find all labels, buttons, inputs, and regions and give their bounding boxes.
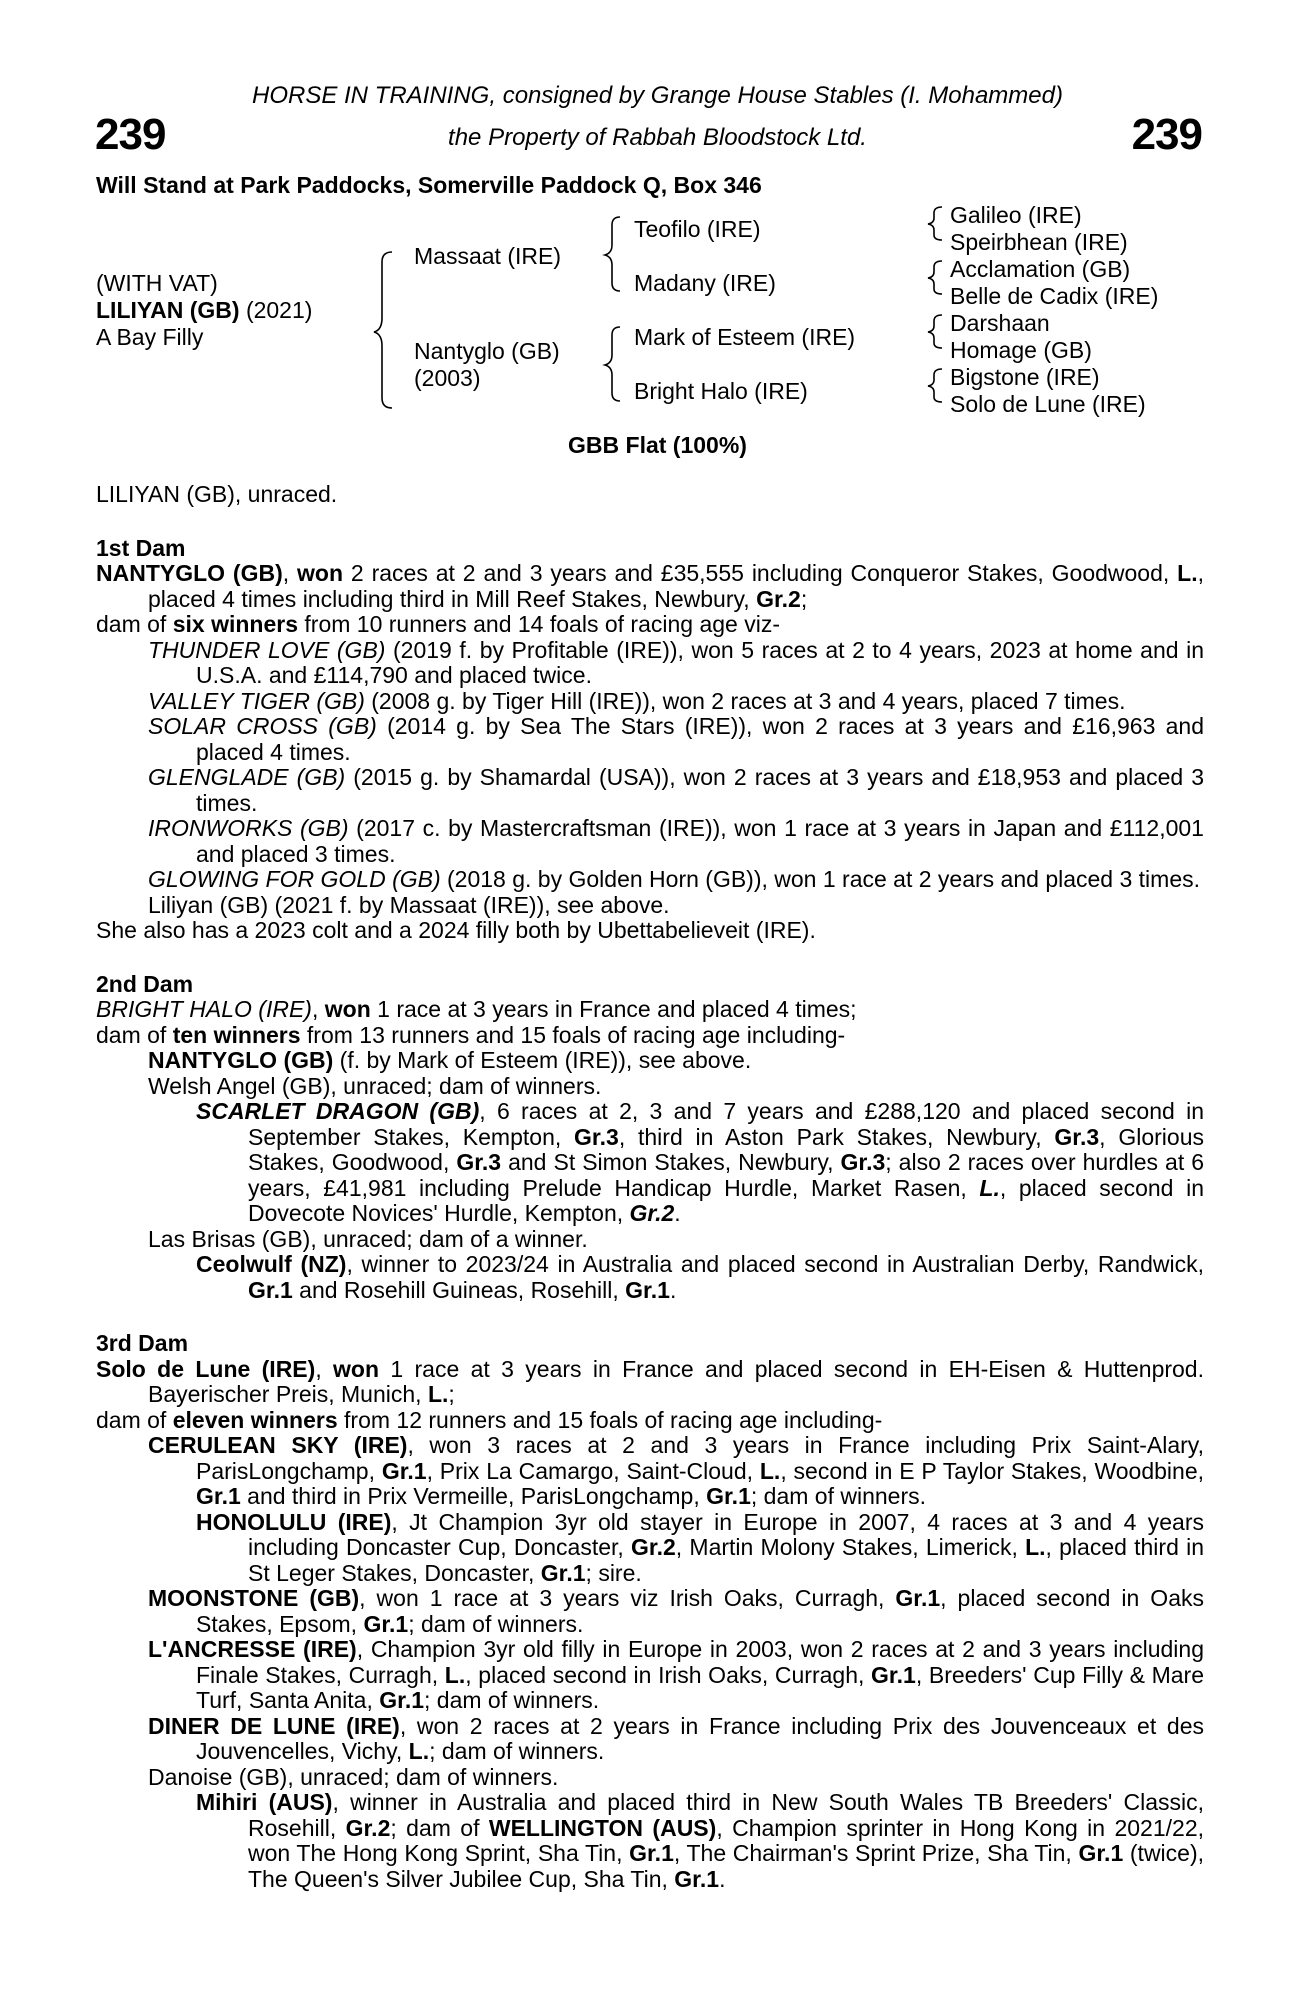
scarlet-dragon-entry: SCARLET DRAGON (GB), 6 races at 2, 3 and 7 years and £288,120 and placed second in September Stakes, Kempton, Gr.3, third in Aston Park Stakes, Newbury, Gr.3, Glorious Stakes, Goodwood, Gr.3 and St Simon Stakes, Newbury, Gr.3; also 2 races over hurdles at 6 years, £41,981 including Prelude Handicap Hurdle, Market Rasen, L., placed second in Dovecote Novices' Hurdle, Kempton, Gr.2.: [196, 1098, 1205, 1226]
owner-line: the Property of Rabbah Bloodstock Ltd.: [448, 124, 867, 151]
dam-sire: Mark of Esteem (IRE): [634, 324, 856, 350]
dam-dam: Bright Halo (IRE): [634, 378, 808, 404]
sire-sire: Teofilo (IRE): [634, 216, 761, 242]
gg-8: Solo de Lune (IRE): [950, 391, 1146, 417]
stand-location: Will Stand at Park Paddocks, Somerville Paddock Q, Box 346: [96, 172, 762, 198]
consignor-line: HORSE IN TRAINING, consigned by Grange House Stables (I. Mohammed): [252, 82, 1063, 109]
foal-entry: SOLAR CROSS (GB) (2014 g. by Sea The Stars (IRE)), won 2 races at 3 years and £16,963 and placed 4 times.: [148, 713, 1204, 765]
vat-label: (WITH VAT): [96, 270, 218, 296]
brace-g4: [928, 369, 942, 402]
third-dam-produce-summary: dam of eleven winners from 12 runners and 15 foals of racing age including-: [96, 1406, 883, 1433]
sire-dam: Madany (IRE): [634, 270, 776, 296]
gg-3: Acclamation (GB): [950, 256, 1131, 282]
foal-entry: THUNDER LOVE (GB) (2019 f. by Profitable (IRE)), won 5 races at 2 to 4 years, 2023 at home and in U.S.A. and £114,790 and placed twice.: [148, 636, 1204, 688]
horse-name: LILIYAN (GB): [96, 297, 240, 323]
gg-1: Galileo (IRE): [950, 202, 1082, 228]
lot-number-right: 239: [1131, 110, 1202, 159]
gg-4: Belle de Cadix (IRE): [950, 283, 1159, 309]
horse-year: (2021): [245, 297, 313, 323]
second-dam-produce-summary: dam of ten winners from 13 runners and 15 foals of racing age including-: [96, 1021, 846, 1048]
gg-7: Bigstone (IRE): [950, 364, 1100, 390]
cerulean-sky-entry: CERULEAN SKY (IRE), won 3 races at 2 and 3 years in France including Prix Saint-Alary, ParisLongchamp, Gr.1, Prix La Camargo, Saint-Cloud, L., second in E P Taylor Stakes, Woodbine, Gr.1 and third in Prix Vermeille, ParisLongchamp, Gr.1; dam of winners.: [148, 1432, 1204, 1509]
lot-number-left: 239: [95, 110, 166, 159]
gg-6: Homage (GB): [950, 337, 1092, 363]
foal-entry: VALLEY TIGER (GB) (2008 g. by Tiger Hill (IRE)), won 2 races at 3 and 4 years, placed 7 times.: [148, 687, 1126, 714]
diner-de-lune-entry: DINER DE LUNE (IRE), won 2 races at 2 years in France including Prix des Jouvenceaux et des Jouvencelles, Vichy, L.; dam of winners.: [148, 1712, 1204, 1764]
first-dam-produce-summary: dam of six winners from 10 runners and 14 foals of racing age viz-: [96, 611, 780, 637]
dam-year: (2003): [414, 365, 481, 391]
gg-2: Speirbhean (IRE): [950, 229, 1128, 255]
brace-main: [374, 252, 392, 408]
liliyan-line: Liliyan (GB) (2021 f. by Massaat (IRE)), see above.: [148, 891, 670, 918]
first-dam-heading: 1st Dam: [96, 534, 186, 561]
brace-g2: [928, 261, 942, 294]
sire: Massaat (IRE): [414, 243, 561, 269]
brace-g1: [928, 207, 942, 240]
foal-entry: IRONWORKS (GB) (2017 c. by Mastercraftsman (IRE)), won 1 race at 3 years in Japan and £112,001 and placed 3 times.: [148, 815, 1204, 867]
moonstone-entry: MOONSTONE (GB), won 1 race at 3 years viz Irish Oaks, Curragh, Gr.1, placed second in Oaks Stakes, Epsom, Gr.1; dam of winners.: [148, 1585, 1204, 1637]
first-dam-record: NANTYGLO (GB), won 2 races at 2 and 3 years and £35,555 including Conqueror Stakes, Goodwood, L., placed 4 times including third in Mill Reef Stakes, Newbury, Gr.2;: [96, 560, 1205, 612]
third-dam-record: Solo de Lune (IRE), won 1 race at 3 years in France and placed second in EH-Eisen & Huttenprod. Bayerischer Preis, Munich, L.;: [96, 1355, 1204, 1407]
danoise-entry: Danoise (GB), unraced; dam of winners.: [148, 1763, 559, 1790]
welsh-angel-entry: Welsh Angel (GB), unraced; dam of winners.: [148, 1072, 602, 1099]
dam: Nantyglo (GB): [414, 338, 560, 364]
third-dam-heading: 3rd Dam: [96, 1330, 189, 1356]
lancresse-entry: L'ANCRESSE (IRE), Champion 3yr old filly in Europe in 2003, won 2 races at 2 and 3 years including Finale Stakes, Curragh, L., placed second in Irish Oaks, Curragh, Gr.1, Breeders' Cup Filly & Mare Turf, Santa Anita, Gr.1; dam of winners.: [148, 1636, 1204, 1713]
catalogue-body: [96, 482, 1204, 1892]
intro-line: LILIYAN (GB), unraced.: [96, 481, 338, 507]
gbb-label: GBB Flat (100%): [568, 432, 747, 458]
brace-g3: [928, 315, 942, 348]
horse-description: A Bay Filly: [96, 324, 204, 350]
ceolwulf-entry: Ceolwulf (NZ), winner to 2023/24 in Australia and placed second in Australian Derby, Randwick, Gr.1 and Rosehill Guineas, Rosehill, Gr.1.: [196, 1251, 1204, 1303]
foal-entry: GLOWING FOR GOLD (GB) (2018 g. by Golden Horn (GB)), won 1 race at 2 years and placed 3 times.: [148, 866, 1201, 892]
mihiri-entry: Mihiri (AUS), winner in Australia and placed third in New South Wales TB Breeders' Classic, Rosehill, Gr.2; dam of WELLINGTON (AUS), Champion sprinter in Hong Kong in 2021/22, won The Hong Kong Sprint, Sha Tin, Gr.1, The Chairman's Sprint Prize, Sha Tin, Gr.1 (twice), The Queen's Silver Jubilee Cup, Sha Tin, Gr.1.: [196, 1789, 1205, 1892]
second-dam-heading: 2nd Dam: [96, 970, 194, 997]
also-line: She also has a 2023 colt and a 2024 filly both by Ubettabelieveit (IRE).: [96, 917, 816, 943]
las-brisas-entry: Las Brisas (GB), unraced; dam of a winner.: [148, 1225, 588, 1252]
brace-sire: [605, 217, 620, 291]
honolulu-entry: HONOLULU (IRE), Jt Champion 3yr old stayer in Europe in 2007, 4 races at 3 and 4 years including Doncaster Cup, Doncaster, Gr.2, Martin Molony Stakes, Limerick, L., placed third in St Leger Stakes, Doncaster, Gr.1; sire.: [196, 1508, 1204, 1586]
foal-entry: GLENGLADE (GB) (2015 g. by Shamardal (USA)), won 2 races at 3 years and £18,953 and placed 3 times.: [148, 764, 1204, 816]
nantyglo-entry: NANTYGLO (GB) (f. by Mark of Esteem (IRE)), see above.: [148, 1047, 752, 1073]
second-dam-record: BRIGHT HALO (IRE), won 1 race at 3 years in France and placed 4 times;: [96, 996, 857, 1022]
gg-5: Darshaan: [950, 310, 1050, 336]
brace-dam: [605, 327, 620, 401]
